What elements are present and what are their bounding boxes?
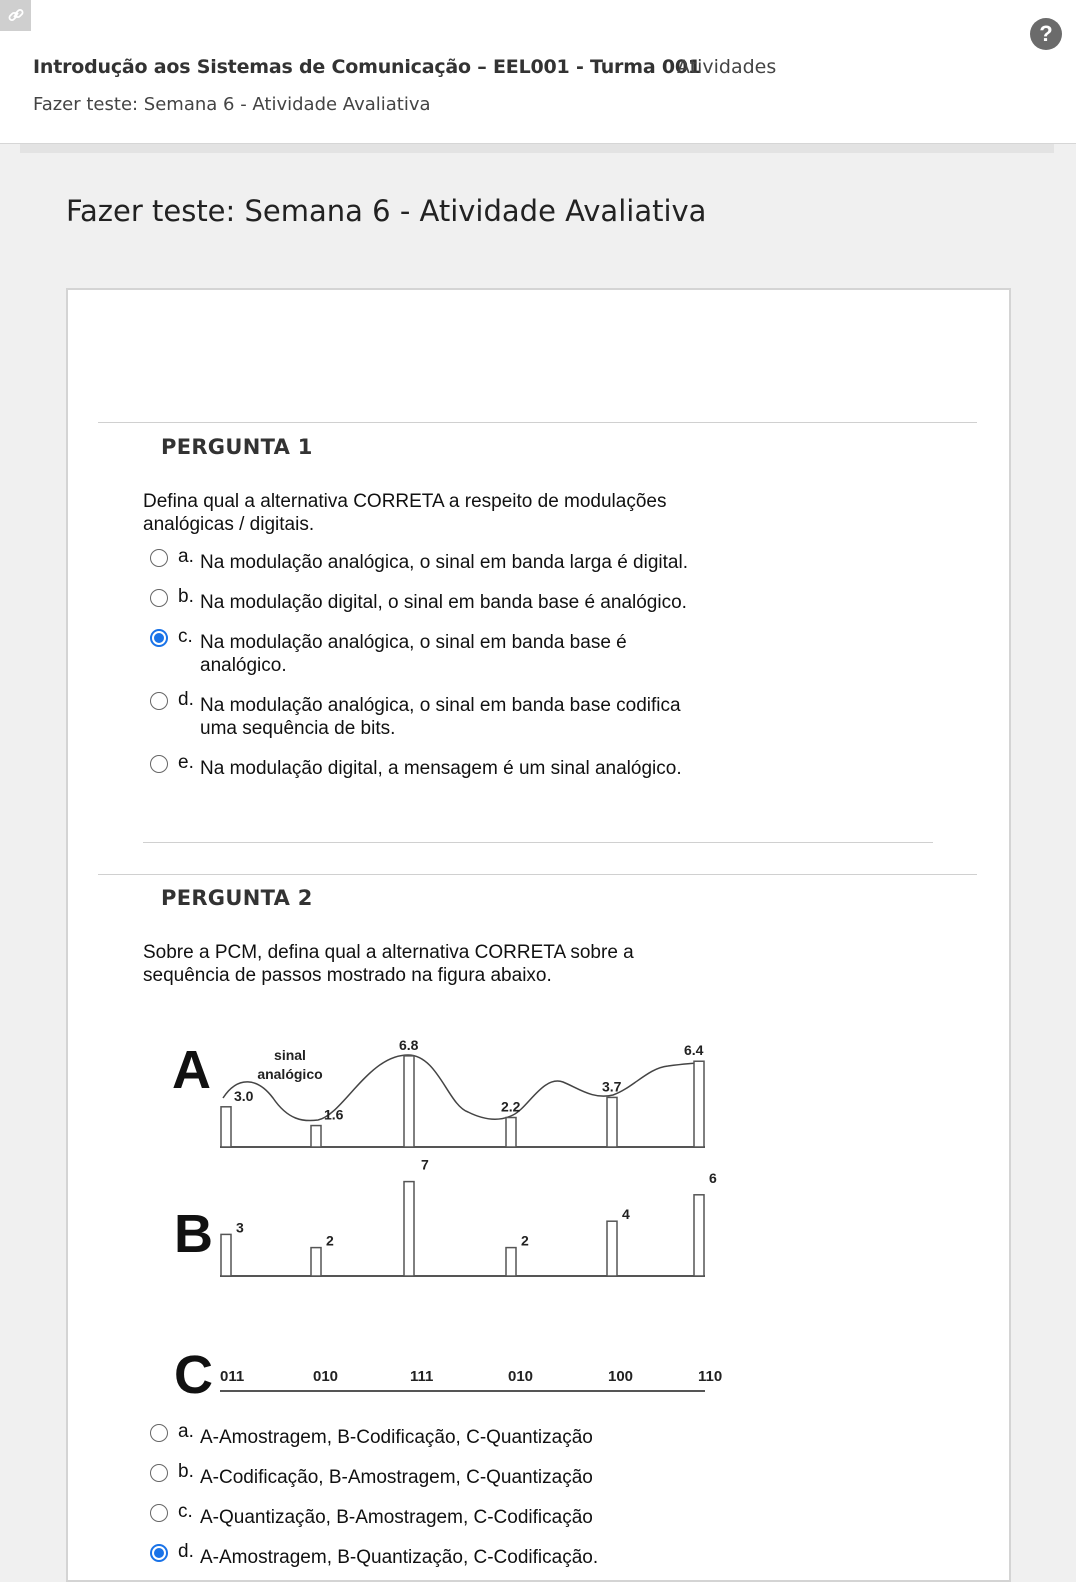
sample-value-label: 6.8	[399, 1036, 419, 1053]
sample-bar	[311, 1126, 321, 1147]
binary-code-label: 111	[410, 1368, 434, 1385]
q2-radio-c[interactable]	[150, 1504, 168, 1522]
signal-label: analógico	[257, 1066, 323, 1082]
q1-radio-c-selected[interactable]	[150, 629, 168, 647]
link-icon[interactable]	[0, 0, 31, 31]
quantized-bar	[694, 1195, 704, 1276]
breadcrumb: Fazer teste: Semana 6 - Atividade Avaliativa	[33, 94, 431, 115]
q2-radio-a[interactable]	[150, 1424, 168, 1442]
option-text: A-Quantização, B-Amostragem, C-Codificação	[200, 1507, 593, 1528]
option-text: Na modulação digital, o sinal em banda base é analógico.	[200, 592, 687, 613]
option-text: Na modulação analógica, o sinal em banda base codifica uma sequência de bits.	[200, 695, 681, 739]
binary-code-label: 011	[220, 1368, 245, 1385]
option-letter: b.	[178, 1461, 194, 1482]
option-letter: d.	[178, 689, 194, 710]
sample-bar	[506, 1118, 516, 1147]
header-shadow	[20, 144, 1054, 153]
page-title: Fazer teste: Semana 6 - Atividade Avaliativa	[66, 194, 707, 228]
signal-label: sinal	[274, 1047, 306, 1063]
divider	[98, 422, 977, 423]
sample-value-label: 1.6	[324, 1106, 344, 1123]
option-letter: d.	[178, 1541, 194, 1562]
sample-value-label: 6.4	[684, 1042, 704, 1059]
question-2-text: Sobre a PCM, defina qual a alternativa CORRETA sobre a sequência de passos mostrado na figura abaixo.	[143, 942, 634, 986]
binary-code-label: 010	[508, 1368, 534, 1385]
sample-bar	[694, 1061, 704, 1147]
row-label-b: B	[174, 1204, 213, 1264]
top-header	[0, 0, 1076, 144]
q1-radio-b[interactable]	[150, 589, 168, 607]
sample-value-label: 3.7	[602, 1078, 622, 1095]
option-letter: a.	[178, 546, 194, 567]
nav-activities-link[interactable]: Atividades	[677, 56, 777, 78]
row-label-c: C	[174, 1345, 213, 1400]
sample-value-label: 2.2	[501, 1098, 521, 1115]
option-text: Na modulação analógica, o sinal em banda larga é digital.	[200, 552, 688, 573]
quantized-value-label: 7	[421, 1156, 429, 1173]
divider	[98, 874, 977, 875]
quantized-bar	[311, 1248, 321, 1276]
sample-bar	[607, 1097, 617, 1147]
help-icon[interactable]: ?	[1030, 18, 1062, 50]
quantized-bar	[506, 1248, 516, 1276]
option-letter: b.	[178, 586, 194, 607]
question-1-text: Defina qual a alternativa CORRETA a respeito de modulações analógicas / digitais.	[143, 491, 667, 535]
pcm-figure	[168, 1030, 738, 1400]
course-title[interactable]: Introdução aos Sistemas de Comunicação – EEL001 - Turma 001	[33, 56, 701, 78]
analog-signal-curve	[223, 1055, 703, 1121]
sample-bar	[404, 1056, 414, 1147]
sample-value-label: 3.0	[234, 1087, 254, 1104]
quantized-value-label: 6	[709, 1169, 717, 1186]
binary-code-label: 110	[698, 1368, 723, 1385]
binary-code-label: 010	[313, 1368, 339, 1385]
quantized-bar	[607, 1221, 617, 1276]
q2-radio-d-selected[interactable]	[150, 1544, 168, 1562]
sample-bar	[221, 1107, 231, 1147]
quantized-bar	[404, 1182, 414, 1276]
q1-radio-e[interactable]	[150, 755, 168, 773]
q1-radio-d[interactable]	[150, 692, 168, 710]
link-icon-glyph	[6, 5, 26, 25]
option-text: Na modulação analógica, o sinal em banda base é analógico.	[200, 632, 627, 676]
option-text: A-Amostragem, B-Codificação, C-Quantização	[200, 1427, 593, 1448]
row-label-a: A	[172, 1040, 211, 1100]
quantized-bar	[221, 1234, 231, 1276]
question-1-heading: PERGUNTA 1	[161, 435, 313, 459]
option-text: A-Amostragem, B-Quantização, C-Codificação.	[200, 1547, 599, 1568]
quantized-value-label: 3	[236, 1219, 244, 1236]
quantized-value-label: 2	[326, 1232, 334, 1249]
option-text: A-Codificação, B-Amostragem, C-Quantização	[200, 1467, 593, 1488]
option-letter: e.	[178, 752, 194, 773]
quantized-value-label: 4	[622, 1206, 630, 1223]
question-2-heading: PERGUNTA 2	[161, 886, 313, 910]
option-text: Na modulação digital, a mensagem é um sinal analógico.	[200, 758, 682, 779]
q2-radio-b[interactable]	[150, 1464, 168, 1482]
option-letter: c.	[178, 626, 193, 647]
quantized-value-label: 2	[521, 1232, 529, 1249]
option-letter: a.	[178, 1421, 194, 1442]
option-letter: c.	[178, 1501, 193, 1522]
binary-code-label: 100	[608, 1368, 634, 1385]
q1-radio-a[interactable]	[150, 549, 168, 567]
divider	[143, 842, 933, 843]
